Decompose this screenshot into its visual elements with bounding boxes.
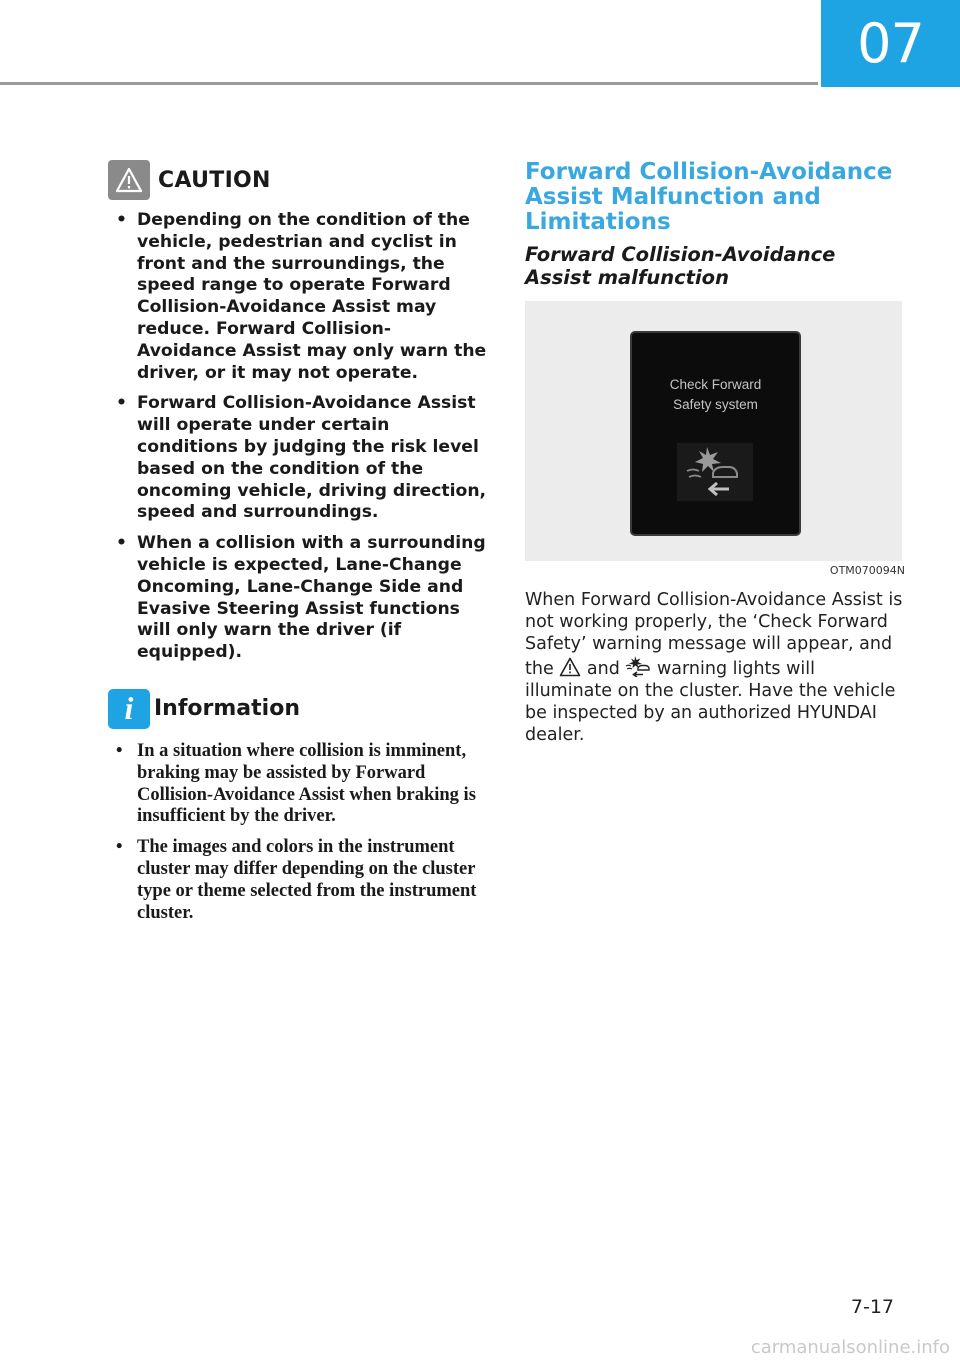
body-text-part-2: and — [586, 659, 620, 679]
cluster-message-line-1: Check Forward — [669, 377, 762, 392]
right-column — [525, 160, 905, 746]
body-text-part-1: When Forward Collision-Avoidance Assist is not working properly, the ‘Check Forward Safety’ warning message will appear, and the — [525, 590, 903, 679]
collision-warning-icon — [677, 443, 753, 501]
information-header — [108, 689, 488, 729]
list-item: • Depending on the condition of the vehicle, pedestrian and cyclist in front and the surroundings, the speed range to operate Forward Collision-Avoidance Assist may reduce. Forward Collision-Avoidance Assist may only warn the driver, or it may not operate. — [108, 210, 488, 384]
caution-header — [108, 160, 488, 200]
info-icon: i — [108, 689, 150, 729]
warning-triangle-icon — [115, 167, 143, 193]
information-list — [108, 741, 488, 924]
caution-list — [108, 210, 488, 664]
information-title: Information — [154, 696, 300, 722]
list-item: • Forward Collision-Avoidance Assist will operate under certain conditions by judging the risk level based on the condition of the oncoming vehicle, driving direction, speed and surroundings. — [108, 393, 488, 524]
page-number: 7-17 — [850, 1296, 894, 1318]
forward-collision-warning-icon — [625, 655, 651, 677]
collision-warning-icon-panel — [677, 443, 753, 501]
cluster-screen — [630, 331, 801, 536]
caution-badge — [108, 160, 150, 200]
list-item: • When a collision with a surrounding vehicle is expected, Lane-Change Oncoming, Lane-Change Side and Evasive Steering Assist functions will only warn the driver (if equipped). — [108, 533, 488, 664]
warning-triangle-icon — [559, 657, 581, 677]
watermark: carmanualsonline.info — [750, 1337, 950, 1358]
subsection-title: Forward Collision-Avoidance Assist malfunction — [525, 243, 836, 289]
header-rule — [0, 82, 818, 85]
chapter-tab: 07 — [821, 0, 960, 87]
section-title: Forward Collision-Avoidance Assist Malfunction and Limitations — [525, 159, 893, 235]
list-item: • In a situation where collision is imminent, braking may be assisted by Forward Collision-Avoidance Assist when braking is insufficient by the driver. — [108, 741, 488, 828]
cluster-message-line-2: Safety system — [673, 397, 758, 412]
body-text-part-3: warning lights will illuminate on the cluster. Have the vehicle be inspected by an authorized HYUNDAI dealer. — [525, 659, 896, 745]
figure-caption: OTM070094N — [829, 564, 905, 577]
cluster-figure — [525, 301, 902, 561]
left-column — [108, 160, 488, 933]
malfunction-description — [525, 589, 905, 746]
cluster-message — [632, 375, 799, 415]
list-item: • The images and colors in the instrument cluster may differ depending on the cluster type or theme selected from the instrument cluster. — [108, 837, 488, 924]
caution-title: CAUTION — [158, 167, 271, 193]
